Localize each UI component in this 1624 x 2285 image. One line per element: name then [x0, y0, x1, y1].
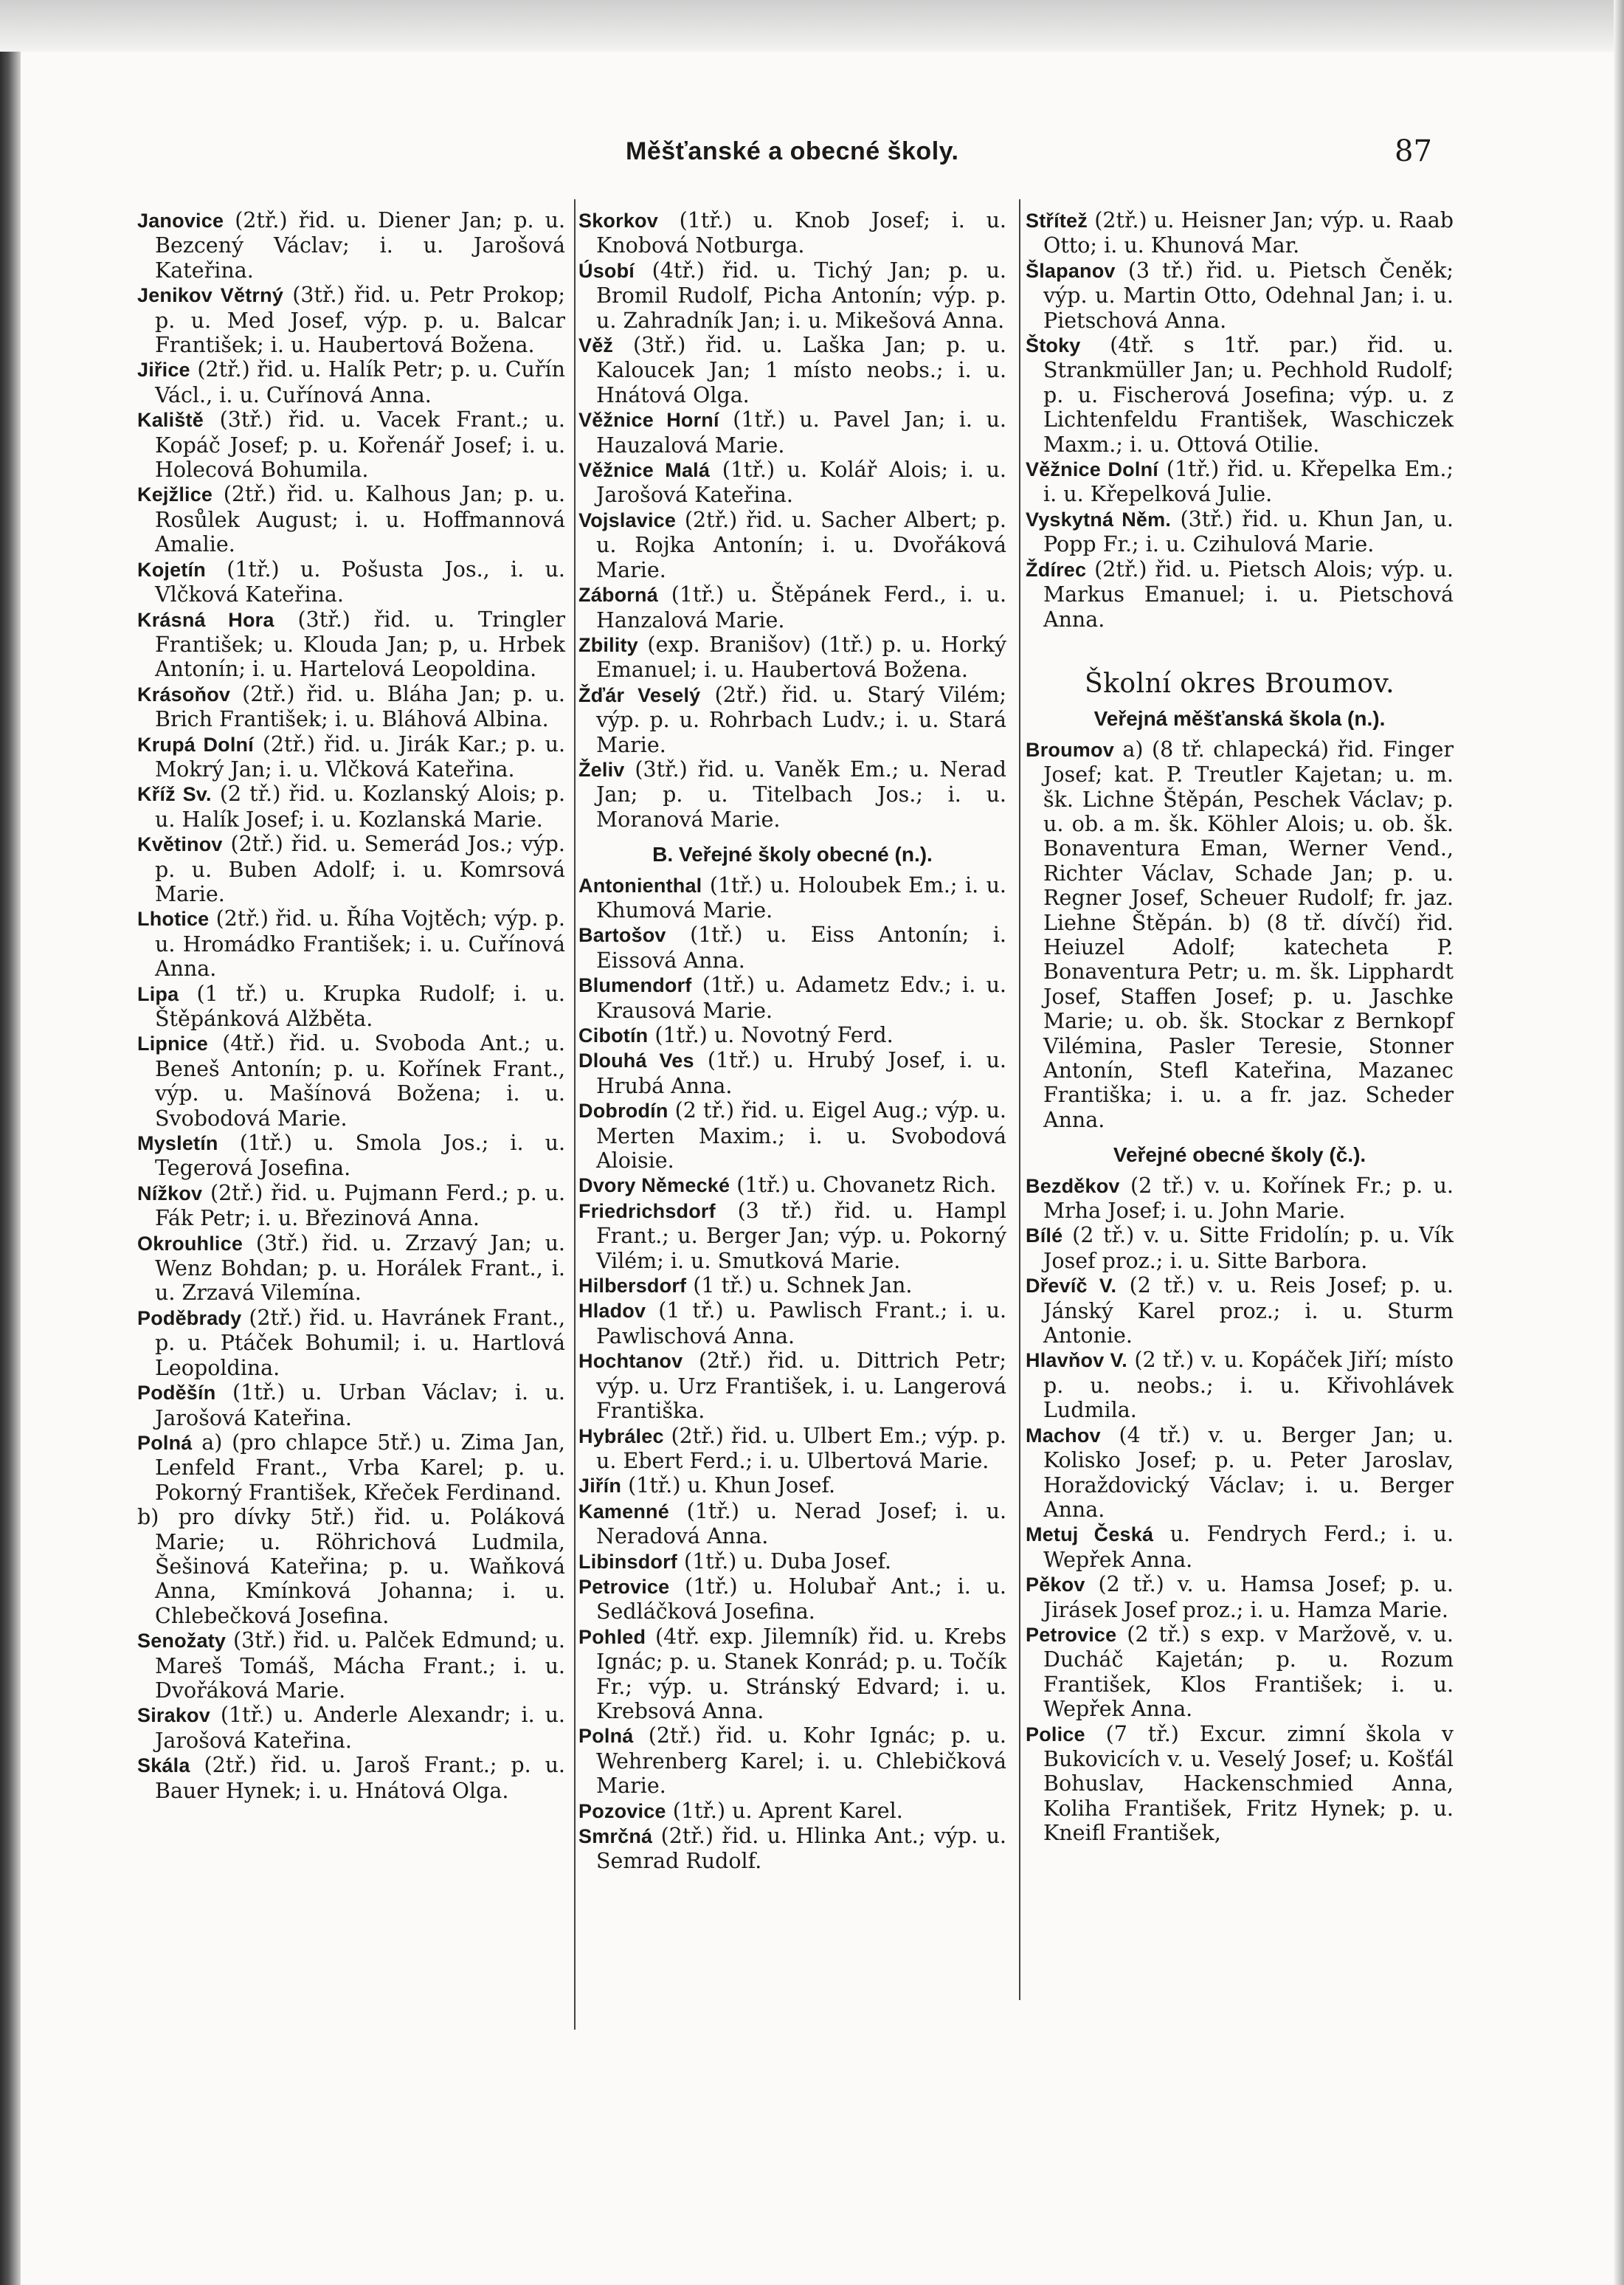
entry-details: (1tř.) u. Pavel Jan; i. u. Hauzalová Marie. [596, 407, 1006, 458]
place-name: Skála [137, 1754, 190, 1777]
school-entry [578, 508, 1006, 582]
text-column-2 [578, 208, 1006, 1874]
place-name: Kaliště [137, 409, 204, 432]
place-name: Dobrodín [578, 1100, 668, 1123]
place-name: Blumendorf [578, 974, 692, 997]
school-entry [1026, 1722, 1454, 1846]
place-name: Krupá Dolní [137, 733, 254, 756]
school-entry [137, 1306, 565, 1380]
entry-details: (4tř.) řid. u. Svoboda Ant.; u. Beneš Antonín; p. u. Kořínek Frant., výp. u. Mašínová Božena; i. u. Svobodová Marie. [155, 1031, 565, 1131]
place-name: Šlapanov [1026, 259, 1116, 282]
school-entry [137, 1181, 565, 1231]
entry-details: (3tř.) řid. u. Vaněk Em.; u. Nerad Jan; p. u. Titelbach Jos.; i. u. Moranová Marie. [596, 757, 1006, 832]
place-name: Kříž Sv. [137, 783, 212, 806]
place-name: Jiřín [578, 1475, 622, 1498]
school-entry [578, 582, 1006, 633]
text-column-1 [137, 208, 565, 1803]
running-title: Měšťanské a obecné školy. [626, 137, 959, 165]
entry-details: (2tř.) řid. u. Kohr Ignác; p. u. Wehrenberg Karel; i. u. Chlebičková Marie. [596, 1723, 1006, 1799]
school-entry [1026, 1223, 1454, 1273]
entry-details: (2tř.) řid. u. Bláha Jan; p. u. Brich František; i. u. Bláhová Albina. [155, 681, 565, 732]
entry-details: (1tř.) u. Chovanetz Rich. [730, 1173, 997, 1198]
school-entry [578, 1799, 1006, 1824]
place-name: Senožaty [137, 1630, 227, 1652]
place-name: Hybrálec [578, 1424, 664, 1447]
entry-details: (2tř.) řid. u. Jaroš Frant.; p. u. Bauer Hynek; i. u. Hnátová Olga. [155, 1753, 565, 1803]
entry-details: (1tř.) u. Smola Jos.; i. u. Tegerová Josefina. [155, 1131, 565, 1181]
entry-details: (1tř.) u. Urban Václav; i. u. Jarošová Kateřina. [155, 1380, 565, 1430]
place-name: Dřevíč V. [1026, 1275, 1117, 1297]
entry-details: (1tř.) u. Eiss Antonín; i. Eissová Anna. [596, 923, 1006, 973]
place-name: Věžnice Malá [578, 459, 711, 482]
school-entry [137, 782, 565, 832]
school-entry [137, 1131, 565, 1181]
place-name: Police [1026, 1723, 1085, 1745]
school-entry [578, 1048, 1006, 1098]
school-entry [137, 1505, 565, 1628]
place-name: Věžnice Horní [578, 409, 719, 432]
school-entry [578, 873, 1006, 923]
school-entry [137, 407, 565, 482]
school-entry [137, 557, 565, 607]
entry-details: (3tř.) řid. u. Palček Edmund; u. Mareš Tomáš, Mácha Frant.; i. u. Dvořáková Marie. [155, 1628, 565, 1703]
school-entry [578, 208, 1006, 258]
place-name: Krásná Hora [137, 608, 274, 631]
school-entry [137, 482, 565, 556]
place-name: Zbility [578, 633, 638, 656]
place-name: Metuj Česká [1026, 1523, 1154, 1546]
entry-details: u. Fendrych Ferd.; i. u. Wepřek Anna. [1043, 1522, 1454, 1572]
entry-details: (3tř.) řid. u. Vacek Frant.; u. Kopáč Josef; p. u. Kořenář Josef; i. u. Holecová Bohumila. [155, 407, 565, 483]
place-name: Žďár Veselý [578, 683, 701, 706]
school-entry [137, 1703, 565, 1753]
entry-details: (1tř.) u. Holoubek Em.; i. u. Khumová Marie. [596, 872, 1006, 923]
entry-details: (2tř.) řid. u. Říha Vojtěch; výp. p. u. Hromádko František; i. u. Cuřínová Anna. [155, 906, 565, 982]
entry-details: (2tř.) řid. u. Jirák Kar.; p. u. Mokrý Jan; i. u. Vlčková Kateřina. [155, 731, 566, 782]
place-name: Polná [137, 1431, 193, 1454]
entry-details: a) (pro chlapce 5tř.) u. Zima Jan, Lenfeld Frant., Vrba Karel; p. u. Pokorný František, Křeček Ferdinand. [155, 1430, 565, 1505]
school-entry [578, 1549, 1006, 1574]
place-name: Hladov [578, 1300, 646, 1323]
school-entry [137, 1380, 565, 1430]
school-entry [1026, 333, 1454, 457]
column-divider-1 [574, 199, 576, 2030]
school-entry [1026, 507, 1454, 557]
school-entry [578, 458, 1006, 508]
school-entry [1026, 1572, 1454, 1622]
school-entry [578, 1199, 1006, 1273]
school-entry [578, 1424, 1006, 1474]
entry-details: (2 tř.) řid. u. Eigel Aug.; výp. u. Merten Maxim.; i. u. Svobodová Aloisie. [596, 1098, 1006, 1173]
entry-details: (2tř.) řid. u. Sacher Albert; p. u. Rojka Antonín; i. u. Dvořáková Marie. [596, 507, 1006, 582]
school-entry [578, 973, 1006, 1023]
place-name: Věžnice Dolní [1026, 458, 1158, 481]
entry-details: (1tř.) u. Adametz Edv.; i. u. Krausová Marie. [596, 973, 1006, 1023]
school-entry [1026, 258, 1454, 333]
entry-details: (1tř.) u. Štěpánek Ferd., i. u. Hanzalová Marie. [596, 582, 1006, 633]
entry-details: (2tř.) řid. u. Starý Vilém; výp. p. u. Rohrbach Ludv.; i. u. Stará Marie. [596, 682, 1006, 757]
place-name: Poděbrady [137, 1306, 242, 1329]
entry-details: (1 tř.) u. Pawlisch Frant.; i. u. Pawlischová Anna. [596, 1298, 1006, 1348]
place-name: Petrovice [1026, 1623, 1117, 1646]
school-entry [1026, 1273, 1454, 1348]
entry-details: (1tř.) řid. u. Křepelka Em.; i. u. Křepelková Julie. [1043, 457, 1454, 507]
scan-edge-left [0, 0, 21, 2285]
place-name: Ždírec [1026, 558, 1087, 581]
place-name: Želiv [578, 758, 625, 781]
school-entry [578, 1098, 1006, 1173]
entry-details: (exp. Branišov) (1tř.) p. u. Horký Emanuel; i. u. Haubertová Božena. [596, 632, 1006, 683]
entry-details: (2tř.) řid. u. Pietsch Alois; výp. u. Markus Emanuel; i. u. Pietschová Anna. [1043, 556, 1454, 632]
school-entry [578, 1499, 1006, 1549]
place-name: Pozovice [578, 1799, 666, 1822]
place-name: Hlavňov V. [1026, 1349, 1127, 1372]
school-entry [1026, 208, 1454, 258]
school-entry [137, 1628, 565, 1703]
place-name: Pěkov [1026, 1574, 1085, 1596]
entry-details: (3 tř.) řid. u. Pietsch Čeněk; výp. u. Martin Otto, Odehnal Jan; i. u. Pietschová Anna. [1043, 258, 1454, 333]
entry-details: (1tř.) u. Pošusta Jos., i. u. Vlčková Kateřina. [155, 556, 565, 607]
school-entry [578, 333, 1006, 407]
entry-details: (3tř.) řid. u. Petr Prokop; p. u. Med Josef, výp. p. u. Balcar František; i. u. Haubertová Božena. [155, 283, 566, 358]
entry-details: (2 tř.) v. u. Reis Josef; p. u. Jánský Karel proz.; i. u. Sturm Antonie. [1043, 1273, 1454, 1348]
place-name: Vyskytná Něm. [1026, 508, 1172, 531]
school-entry [1026, 1173, 1454, 1224]
place-name: Jiřice [137, 359, 190, 382]
school-entry [578, 1298, 1006, 1348]
school-entry [578, 1473, 1006, 1498]
page-number: 87 [1395, 134, 1432, 168]
district-heading: Školní okres Broumov. [1084, 668, 1395, 699]
school-entry [578, 1574, 1006, 1624]
entry-details: (2tř.) řid. u. Dittrich Petr; výp. u. Urz František, i. u. Langerová Františka. [596, 1348, 1006, 1424]
entry-details: (4tř. exp. Jilemník) řid. u. Krebs Ignác; p. u. Stanek Konrád; p. u. Točík Fr.; výp. u. Stránský Edvard; i. u. Krebsová Anna. [596, 1624, 1006, 1723]
entry-details: (1 tř.) u. Krupka Rudolf; i. u. Štěpánková Alžběta. [155, 981, 565, 1031]
school-entry [137, 357, 565, 407]
school-entry [578, 1023, 1006, 1048]
school-entry [137, 208, 565, 283]
place-name: Záborná [578, 584, 658, 607]
school-entry [137, 607, 565, 682]
school-entry [137, 832, 565, 906]
place-name: Lipnice [137, 1033, 208, 1055]
entry-details: (1tř.) u. Holubař Ant.; i. u. Sedláčková Josefina. [596, 1574, 1006, 1624]
entry-details: (1tř.) u. Hrubý Josef, i. u. Hrubá Anna. [596, 1048, 1006, 1098]
entry-details: (2 tř.) v. u. Hamsa Josef; p. u. Jirásek Josef proz.; i. u. Hamza Marie. [1043, 1572, 1454, 1622]
place-name: Dvory Německé [578, 1174, 730, 1197]
entry-details: (2tř.) řid. u. Halík Petr; p. u. Cuřín Václ., i. u. Cuřínová Anna. [155, 357, 565, 407]
place-name: Krásoňov [137, 683, 231, 706]
entry-details: (3tř.) řid. u. Tringler František; u. Klouda Jan; p, u. Hrbek Antonín; i. u. Hartelová Leopoldina. [155, 607, 565, 682]
school-entry [1026, 1423, 1454, 1523]
entry-details: (3tř.) řid. u. Khun Jan, u. Popp Fr.; i. u. Czihulová Marie. [1043, 506, 1454, 557]
school-entry [137, 982, 565, 1032]
entry-details: (1tř.) u. Novotný Ferd. [648, 1023, 894, 1047]
section-heading: Veřejné obecné školy (č.). [1113, 1143, 1366, 1167]
school-entry [578, 1173, 1006, 1198]
entry-details: (7 tř.) Excur. zimní škola v Bukovicích v. u. Veselý Josef; u. Košťál Bohuslav, Hackenschmied Anna, Koliha František, Fritz Hynek; p. u. Kneifl František, [1043, 1721, 1454, 1846]
place-name: Bezděkov [1026, 1174, 1120, 1197]
entry-details: (2tř.) řid. u. Havránek Frant., p. u. Ptáček Bohumil; i. u. Hartlová Leopoldina. [155, 1305, 565, 1380]
entry-details: (2tř.) řid. u. Semerád Jos.; výp. p. u. Buben Adolf; i. u. Komrsová Marie. [155, 832, 565, 906]
place-name: Cibotín [578, 1024, 649, 1047]
place-name: Pohled [578, 1625, 646, 1648]
entry-details: (3tř.) řid. u. Laška Jan; p. u. Kaloucek Jan; 1 místo neobs.; i. u. Hnátová Olga. [596, 333, 1006, 407]
entry-details: (2tř.) řid. u. Hlinka Ant.; výp. u. Semrad Rudolf. [596, 1824, 1006, 1874]
place-name: Hochtanov [578, 1350, 683, 1373]
place-name: Mysletín [137, 1132, 218, 1155]
entry-details: (1tř.) u. Nerad Josef; i. u. Neradová Anna. [596, 1498, 1006, 1549]
place-name: Skorkov [578, 210, 658, 232]
place-name: Poděšín [137, 1382, 216, 1405]
school-entry [1026, 737, 1454, 1133]
entry-details: (2 tř.) v. u. Kopáček Jiří; místo p. u. neobs.; i. u. Křivohlávek Ludmila. [1043, 1348, 1454, 1423]
entry-details: (4tř. s 1tř. par.) řid. u. Strankmüller Jan; u. Pechhold Rudolf; p. u. Fischerová Josefina; výp. u. z Lichtenfeldu František, Waschiczek Maxm.; i. u. Ottová Otilie. [1043, 333, 1454, 457]
school-entry [578, 923, 1006, 973]
place-name: Machov [1026, 1424, 1101, 1447]
place-name: Štoky [1026, 334, 1081, 357]
place-name: Kamenné [578, 1500, 669, 1523]
section-heading: B. Veřejné školy obecné (n.). [652, 843, 933, 866]
school-entry [578, 683, 1006, 757]
entry-details: (1tř.) u. Khun Josef. [621, 1473, 836, 1498]
place-name: Střítež [1026, 210, 1088, 232]
school-entry [137, 1753, 565, 1803]
scan-edge-right [1614, 0, 1624, 2285]
entry-details: (1tř.) u. Knob Josef; i. u. Knobová Notburga. [596, 208, 1006, 258]
entry-details: (1tř.) u. Duba Josef. [677, 1548, 892, 1574]
entry-details: (2tř.) řid. u. Pujmann Ferd.; p. u. Fák Petr; i. u. Březinová Anna. [155, 1180, 565, 1231]
school-entry [1026, 1522, 1454, 1572]
place-name: Smrčná [578, 1825, 653, 1847]
place-name: Friedrichsdorf [578, 1199, 716, 1222]
place-name: Lipa [137, 982, 179, 1005]
school-entry [137, 1031, 565, 1131]
place-name: Okrouhlice [137, 1232, 243, 1255]
place-name: Květinov [137, 833, 223, 856]
entry-details: (2 tř.) v. u. Sitte Fridolín; p. u. Vík Josef proz.; i. u. Sitte Barbora. [1043, 1223, 1454, 1273]
scan-edge-top [0, 0, 1624, 52]
column-divider-2 [1019, 199, 1020, 2000]
place-name: Věž [578, 334, 614, 357]
entry-details: (2tř.) řid. u. Ulbert Em.; výp. p. u. Ebert Ferd.; i. u. Ulbertová Marie. [596, 1423, 1006, 1473]
place-name: Lhotice [137, 908, 210, 931]
entry-details: b) pro dívky 5tř.) řid. u. Poláková Marie; u. Röhrichová Ludmila, Šešinová Kateřina; p. u. Waňková Anna, Kmínková Johanna; i. u. Chlebečková Josefina. [137, 1505, 565, 1628]
school-entry [137, 283, 565, 357]
entry-details: (2tř.) řid. u. Kalhous Jan; p. u. Rosůlek August; i. u. Hoffmannová Amalie. [155, 482, 565, 557]
place-name: Hilbersdorf [578, 1275, 687, 1297]
entry-details: (3tř.) řid. u. Zrzavý Jan; u. Wenz Bohdan; p. u. Horálek Frant., i. u. Zrzavá Vilemína. [155, 1230, 565, 1306]
place-name: Bartošov [578, 924, 666, 947]
place-name: Antonienthal [578, 874, 702, 897]
place-name: Jenikov Větrný [137, 284, 284, 307]
school-entry [137, 682, 565, 732]
place-name: Dlouhá Ves [578, 1050, 694, 1072]
school-entry [137, 1430, 565, 1505]
entry-details: a) (8 tř. chlapecká) řid. Finger Josef; kat. P. Treutler Kajetan; u. m. šk. Lichne Štěpán, Peschek Václav; p. u. ob. a m. šk. Köhler Alois; u. ob. šk. Bonaventura Eman, Werner Vend., Richter Václav, Schade Jan; p. u. Regner Josef, Scheuer Rudolf; fr. jaz. Liehne Štěpán. b) (8 tř. dívčí) řid. Heiuzel Adolf; katecheta P. Bonaventura Petr; u. m. šk. Lipphardt Josef, Staffen Josef; p. u. Jaschke Marie; u. ob. šk. Stockar z Bernkopf Vilémina, Pasler Teresie, Stonner Antonín, Stefl Kateřina, Mazanec Františka; i. u. a fr. jaz. Scheder Anna. [1043, 737, 1454, 1132]
place-name: Úsobí [578, 259, 635, 282]
entry-details: (4tř.) řid. u. Tichý Jan; p. u. Bromil Rudolf, Picha Antonín; výp. p. u. Zahradník Jan; i. u. Mikešová Anna. [596, 258, 1006, 333]
school-entry [578, 1273, 1006, 1298]
section-heading: Veřejná měšťanská škola (n.). [1093, 707, 1386, 731]
school-entry [137, 732, 565, 782]
place-name: Kejžlice [137, 483, 213, 506]
place-name: Petrovice [578, 1575, 670, 1598]
school-entry [578, 1624, 1006, 1724]
entry-details: (1 tř.) u. Schnek Jan. [686, 1273, 913, 1298]
entry-details: (2tř.) řid. u. Diener Jan; p. u. Bezcený Václav; i. u. Jarošová Kateřina. [155, 208, 565, 283]
school-entry [578, 757, 1006, 832]
entry-details: (1tř.) u. Aprent Karel. [666, 1798, 903, 1823]
school-entry [1026, 1622, 1454, 1722]
school-entry [578, 1723, 1006, 1798]
school-entry [1026, 457, 1454, 507]
entry-details: (2 tř.) řid. u. Kozlanský Alois; p. u. Halík Josef; i. u. Kozlanská Marie. [155, 782, 566, 832]
page-header [0, 134, 1624, 174]
school-entry [578, 1348, 1006, 1423]
place-name: Kojetín [137, 558, 206, 581]
entry-details: (1tř.) u. Anderle Alexandr; i. u. Jarošová Kateřina. [155, 1703, 565, 1753]
school-entry [1026, 1348, 1454, 1422]
place-name: Broumov [1026, 738, 1114, 761]
school-entry [1026, 557, 1454, 632]
school-entry [578, 258, 1006, 333]
school-entry [578, 407, 1006, 458]
entry-details: (1tř.) u. Kolář Alois; i. u. Jarošová Kateřina. [596, 458, 1006, 508]
place-name: Nížkov [137, 1182, 203, 1204]
place-name: Janovice [137, 210, 224, 232]
school-entry [137, 906, 565, 981]
school-entry [578, 633, 1006, 683]
entry-details: (4 tř.) v. u. Berger Jan; u. Kolisko Josef; p. u. Peter Jaroslav, Horaždovický Václav; i. u. Berger Anna. [1043, 1422, 1454, 1522]
place-name: Vojslavice [578, 509, 677, 531]
school-entry [578, 1824, 1006, 1874]
entry-details: (2 tř.) s exp. v Maržově, v. u. Ducháč Kajetán; p. u. Rozum František, Klos František; i. u. Wepřek Anna. [1043, 1621, 1454, 1722]
text-column-3 [1026, 208, 1454, 1846]
entry-details: (2 tř.) v. u. Kořínek Fr.; p. u. Mrha Josef; i. u. John Marie. [1043, 1173, 1454, 1224]
place-name: Libinsdorf [578, 1550, 677, 1573]
place-name: Sirakov [137, 1704, 210, 1727]
place-name: Polná [578, 1725, 634, 1748]
school-entry [137, 1231, 565, 1306]
entry-details: (2tř.) u. Heisner Jan; výp. u. Raab Otto; i. u. Khunová Mar. [1043, 208, 1454, 258]
place-name: Bílé [1026, 1224, 1063, 1247]
entry-details: (3 tř.) řid. u. Hampl Frant.; u. Berger Jan; výp. u. Pokorný Vilém; i. u. Smutková Marie. [596, 1198, 1006, 1273]
